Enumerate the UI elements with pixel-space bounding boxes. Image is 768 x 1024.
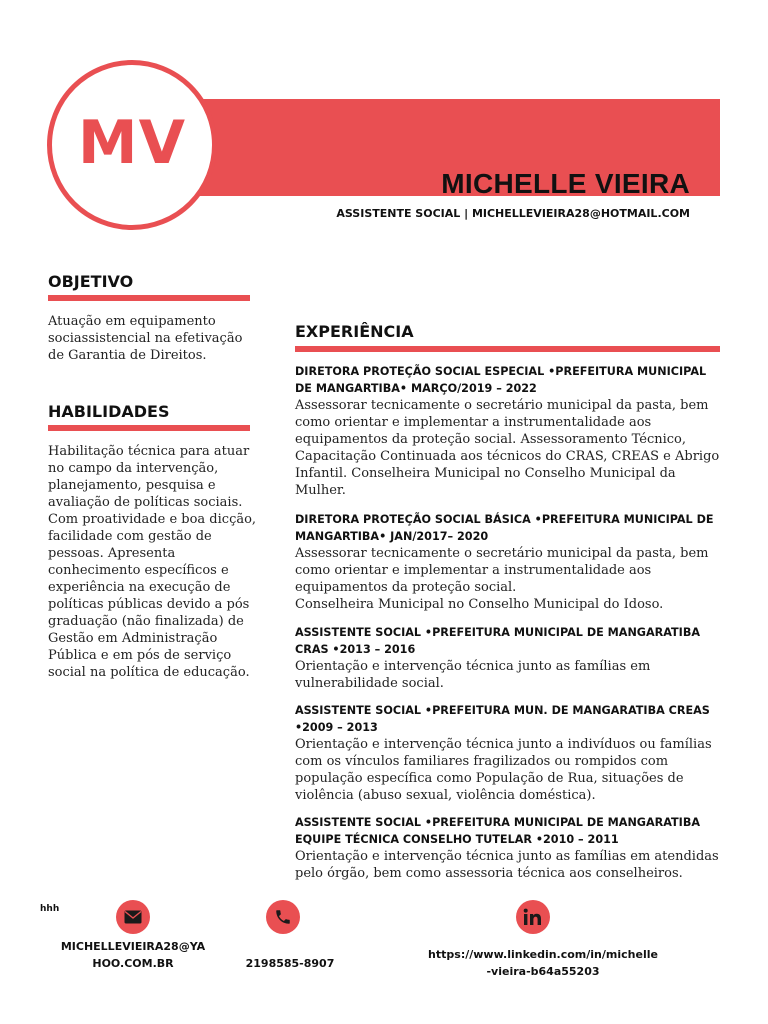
experience-item bbox=[295, 363, 720, 499]
experience-desc: Orientação e intervenção técnica junto as famílias em vulnerabilidade social. bbox=[295, 659, 651, 691]
objetivo-text: Atuação em equipamento sociassistencial na efetivação de Garantia de Direitos. bbox=[48, 314, 243, 363]
logo-initials: MV bbox=[77, 108, 187, 178]
experience-title: ASSISTENTE SOCIAL •PREFEITURA MUNICIPAL DE MANGARATIBA EQUIPE TÉCNICA CONSELHO TUTELAR •2010 – 2011 bbox=[295, 816, 701, 846]
experience-desc: Assessorar tecnicamente o secretário municipal da pasta, bem como orientar e implementar a instrumentalidade aos equipamentos da proteção social. Conselheira Municipal no Conselho Municipal do Idoso. bbox=[295, 546, 709, 612]
footer-note: hhh bbox=[40, 904, 60, 914]
linkedin-glyph bbox=[523, 908, 543, 926]
experience-item bbox=[295, 814, 720, 882]
experiencia-title: EXPERIÊNCIA bbox=[295, 322, 414, 341]
objetivo-rule bbox=[48, 295, 250, 301]
habilidades-rule bbox=[48, 425, 250, 431]
footer-linkedin-line1: https://www.linkedin.com/in/michelle bbox=[428, 948, 658, 961]
experience-item bbox=[295, 624, 720, 692]
initials-logo bbox=[47, 60, 217, 230]
experience-desc: Orientação e intervenção técnica junto as famílias em atendidas pelo órgão, bem como assessoria técnica aos conselheiros. bbox=[295, 849, 719, 881]
habilidades-text: Habilitação técnica para atuar no campo da intervenção, planejamento, pesquisa e avaliação de políticas sociais. Com proatividade e boa dicção, facilidade com gestão de pessoas. Apresenta conhecimento específicos e experiência na execução de políticas públicas devido a pós graduação (não finalizada) de Gestão em Administração Pública e em pós de serviço social na política de educação. bbox=[48, 444, 257, 680]
experience-desc: Orientação e intervenção técnica junto a indivíduos ou famílias com os vínculos familiares fragilizados ou rompidos com população específica como População de Rua, situações de violência (abuso sexual, violência doméstica). bbox=[295, 737, 712, 803]
objetivo-title: OBJETIVO bbox=[48, 272, 134, 291]
habilidades-title: HABILIDADES bbox=[48, 402, 170, 421]
experience-item bbox=[295, 702, 720, 804]
experience-title: ASSISTENTE SOCIAL •PREFEITURA MUNICIPAL DE MANGARATIBA CRAS •2013 – 2016 bbox=[295, 626, 701, 656]
experience-title: DIRETORA PROTEÇÃO SOCIAL ESPECIAL •PREFEITURA MUNICIPAL DE MANGARTIBA• MARÇO/2019 – 2022 bbox=[295, 365, 707, 395]
footer-email[interactable] bbox=[50, 938, 216, 972]
linkedin-icon[interactable] bbox=[516, 900, 550, 934]
footer-email-line2: HOO.COM.BR bbox=[92, 957, 174, 970]
candidate-subtitle: ASSISTENTE SOCIAL | MICHELLEVIEIRA28@HOTMAIL.COM bbox=[336, 207, 690, 220]
phone-glyph bbox=[274, 908, 292, 926]
candidate-name: MICHELLE VIEIRA bbox=[441, 168, 690, 199]
experience-desc: Assessorar tecnicamente o secretário municipal da pasta, bem como orientar e implementar a instrumentalidade aos equipamentos da proteção social. Assessoramento Técnico, Capacitação Continuada aos técnicos do CRAS, CREAS e Abrigo Infantil. Conselheira Municipal no Conselho Municipal da Mulher. bbox=[295, 398, 720, 498]
experience-title: ASSISTENTE SOCIAL •PREFEITURA MUN. DE MANGARATIBA CREAS •2009 – 2013 bbox=[295, 704, 710, 734]
email-icon[interactable] bbox=[116, 900, 150, 934]
footer-linkedin[interactable] bbox=[398, 946, 688, 980]
experiencia-rule bbox=[295, 346, 720, 352]
footer-linkedin-line2: -vieira-b64a55203 bbox=[486, 965, 600, 978]
experience-title: DIRETORA PROTEÇÃO SOCIAL BÁSICA •PREFEITURA MUNICIPAL DE MANGARTIBA• JAN/2017– 2020 bbox=[295, 513, 714, 543]
footer-email-line1: MICHELLEVIEIRA28@YA bbox=[60, 940, 206, 953]
footer-phone[interactable]: 2198585-8907 bbox=[245, 957, 335, 970]
phone-icon[interactable] bbox=[266, 900, 300, 934]
envelope-glyph bbox=[124, 910, 142, 924]
experience-item bbox=[295, 511, 720, 613]
